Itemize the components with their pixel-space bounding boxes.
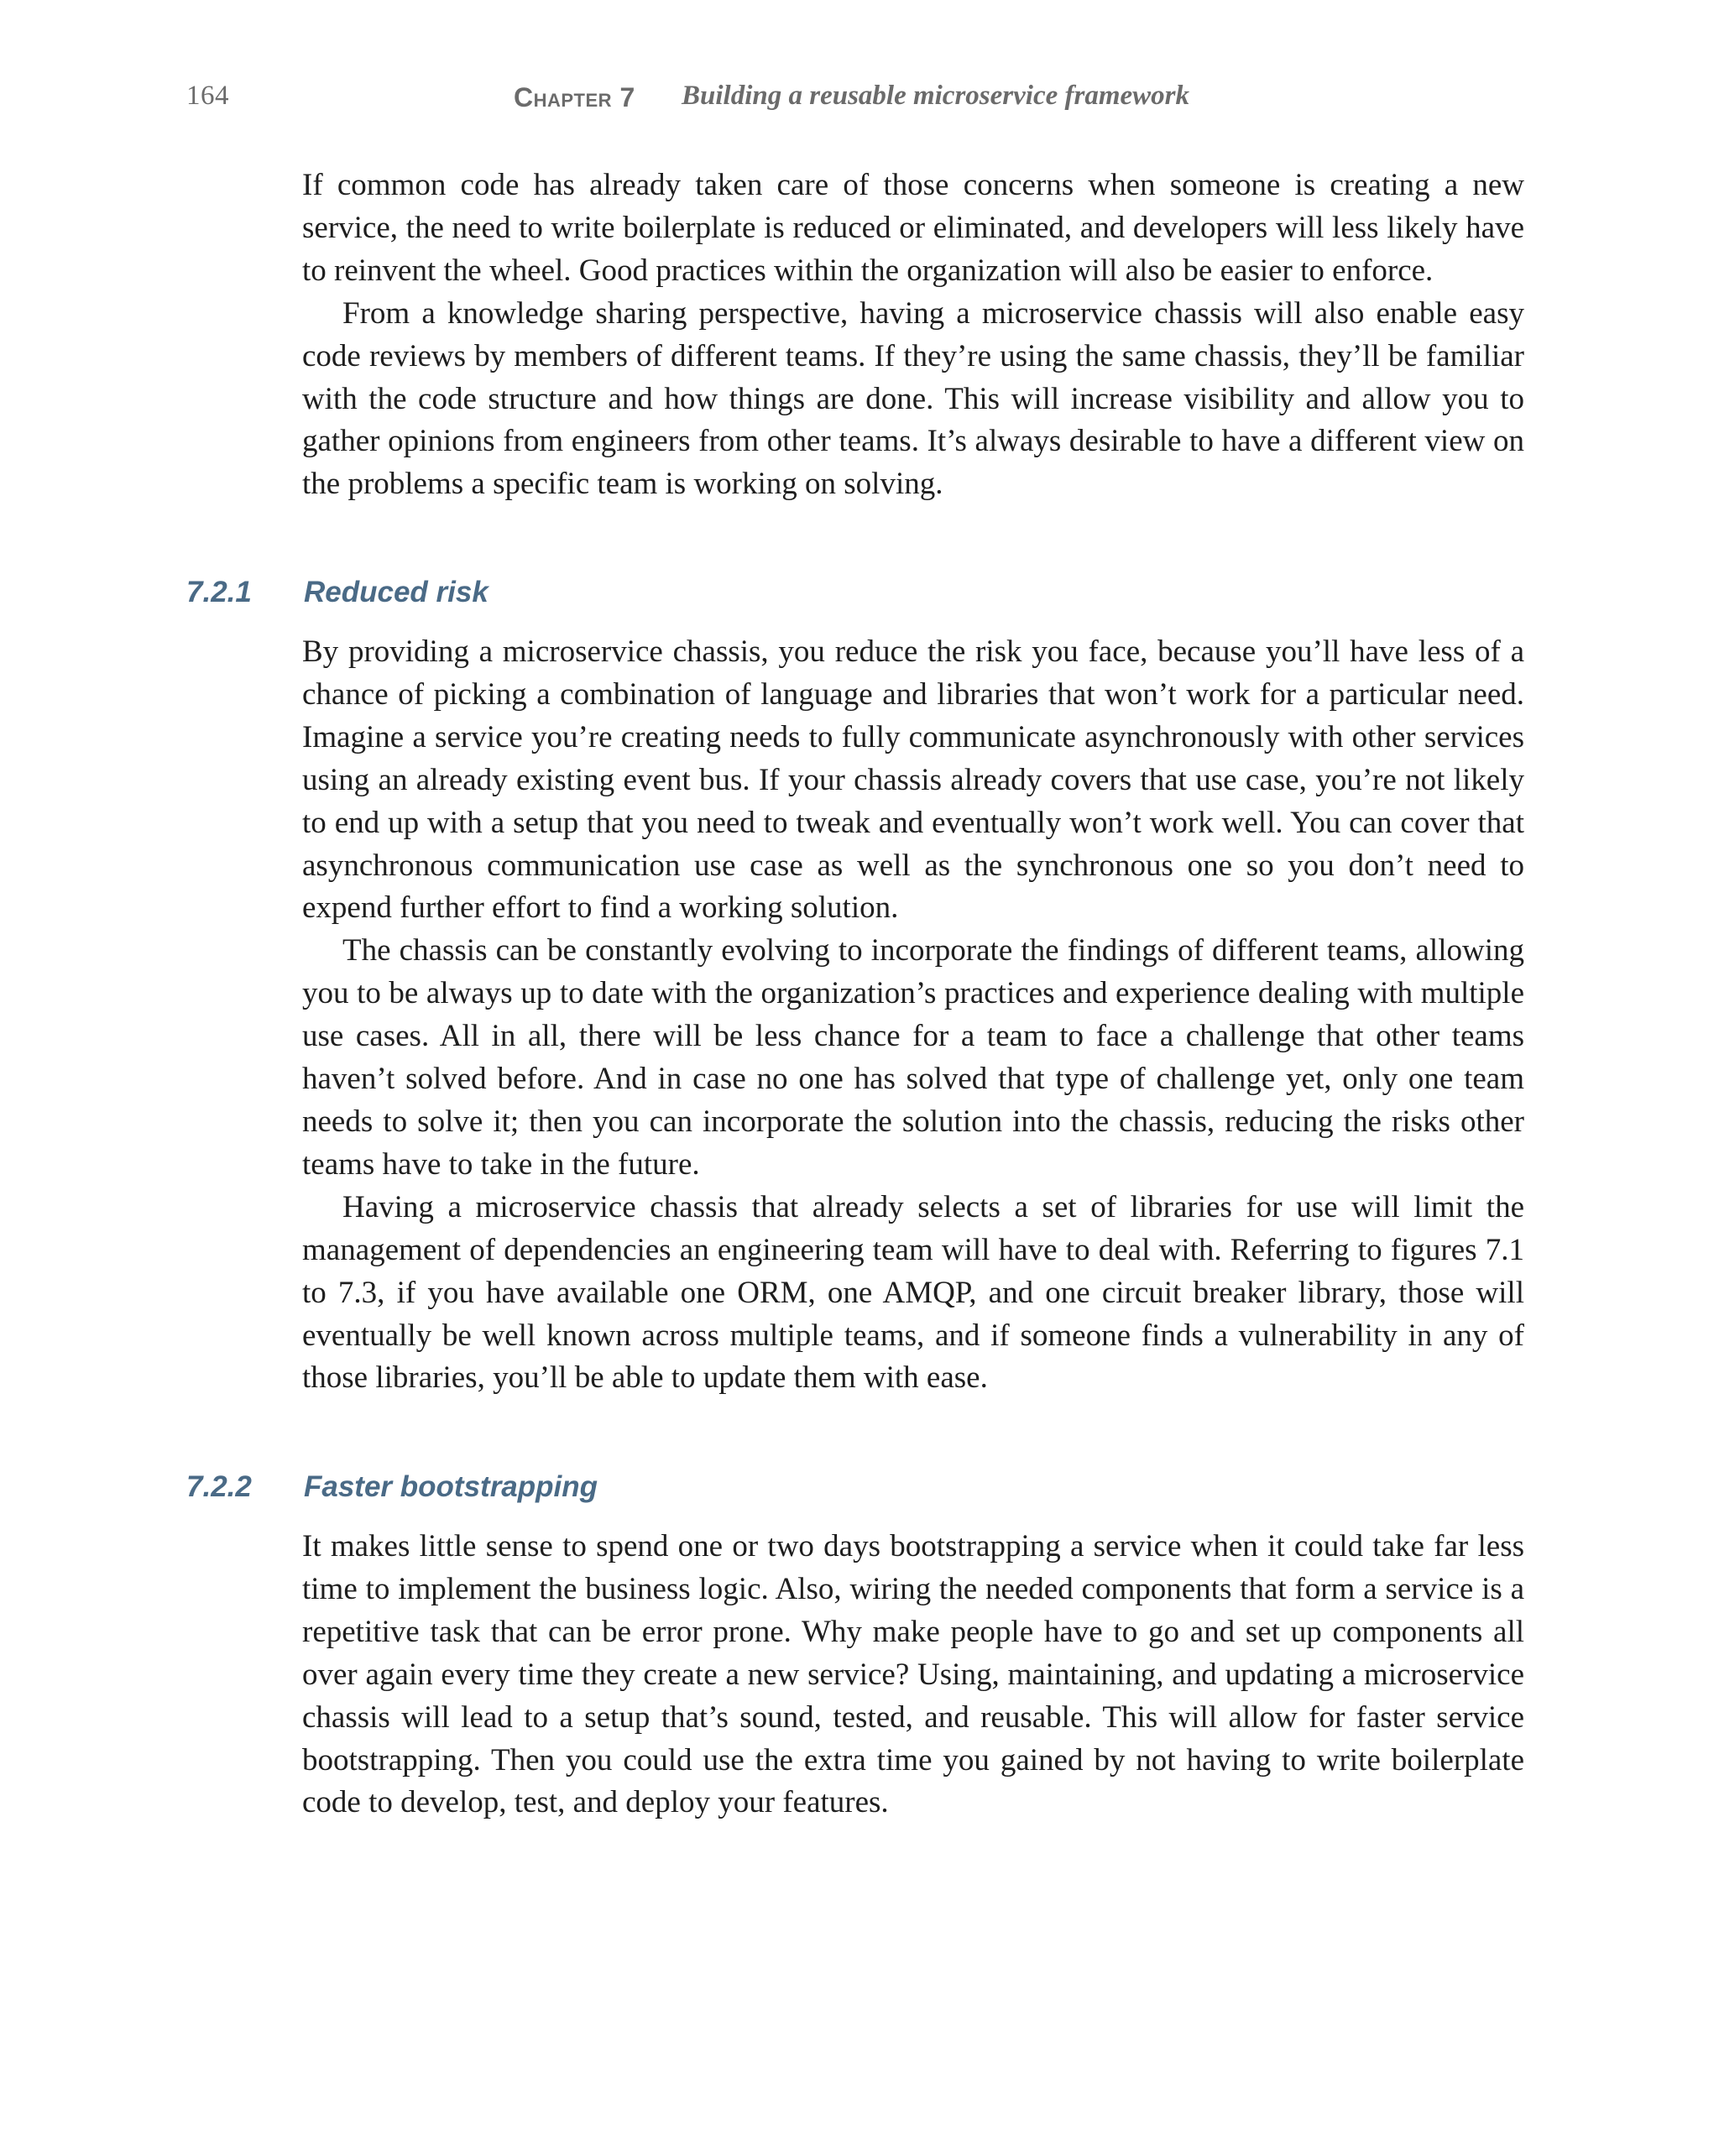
paragraph: It makes little sense to spend one or two days bootstrapping a service when it could take far less time to implement the business logic. Also, wiring the needed components that form a service is a repetitive task that can be error prone. Why make people have to go and set up components all over again every time they create a new service? Using, maintaining, and updating a microservice chassis will lead to a setup that’s sound, tested, and reusable. This will allow for faster service bootstrapping. Then you could use the extra time you gained by not having to write boilerplate code to develop, test, and deploy your features. [302, 1529, 1524, 1820]
section-heading-faster-bootstrapping [0, 1470, 1719, 1512]
paragraph: From a knowledge sharing perspective, having a microservice chassis will also enable easy code reviews by members of different teams. If they’re using the same chassis, they’ll be familiar with the code structure and how things are done. This will increase visibility and allow you to gather opinions from engineers from other teams. It’s always desirable to have a different view on the problems a specific team is working on solving. [302, 295, 1524, 502]
section-title: Faster bootstrapping [304, 1470, 598, 1503]
intro-text [302, 164, 1524, 506]
section-number: 7.2.2 [186, 1470, 252, 1503]
page-number: 164 [186, 81, 229, 111]
paragraph: The chassis can be constantly evolving to incorporate the findings of different teams, allowing you to be always up to date with the organization’s practices and experience dealing with multiple use cases. All in all, there will be less chance for a team to face a challenge that other teams haven’t solved before. And in case no one has solved that type of challenge yet, only one team needs to solve it; then you can incorporate the solution into the chassis, reducing the risks other teams have to take in the future. [302, 933, 1524, 1182]
running-head [0, 81, 1719, 123]
chapter-title: Building a reusable microservice framework [682, 81, 1189, 111]
section-body-faster-bootstrapping [302, 1526, 1524, 1825]
section-title: Reduced risk [304, 576, 489, 608]
section-body-reduced-risk [302, 631, 1524, 1400]
paragraph: Having a microservice chassis that already selects a set of libraries for use will limit the management of dependencies an engineering team will have to deal with. Referring to figures 7.1 to 7.3, if you have available one ORM, one AMQP, and one circuit breaker library, those will eventually be well known across multiple teams, and if someone finds a vulnerability in any of those libraries, you’ll be able to update them with ease. [302, 1189, 1524, 1396]
paragraph: By providing a microservice chassis, you reduce the risk you face, because you’ll have less of a chance of picking a combination of language and libraries that won’t work for a particular need. Imagine a service you’re creating needs to fully communicate asynchronously with other services using an already existing event bus. If your chassis already covers that use case, you’re not likely to end up with a setup that you need to tweak and eventually won’t work well. You can cover that asynchronous communication use case as well as the synchronous one so you don’t need to expend further effort to find a working solution. [302, 634, 1524, 926]
section-heading-reduced-risk [0, 576, 1719, 618]
chapter-label: Chapter 7 [514, 82, 635, 112]
paragraph: If common code has already taken care of those concerns when someone is creating a new service, the need to write boilerplate is reduced or eliminated, and developers will less likely have to reinvent the wheel. Good practices within the organization will also be easier to enforce. [302, 168, 1524, 288]
section-number: 7.2.1 [186, 576, 252, 608]
